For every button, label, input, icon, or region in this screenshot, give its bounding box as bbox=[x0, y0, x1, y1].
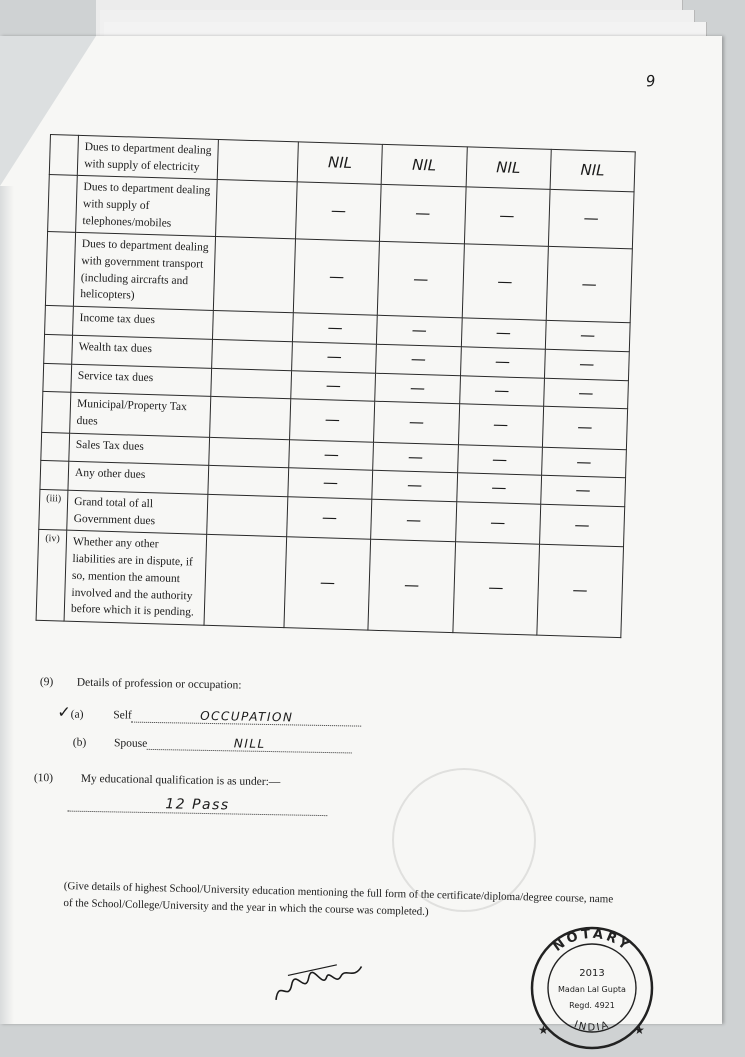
value-cell: — bbox=[452, 542, 539, 635]
row-label: Dues to department dealing with government transport (including aircrafts and helicopters) bbox=[73, 233, 215, 311]
blank-cell bbox=[212, 339, 293, 370]
qualification-field[interactable] bbox=[67, 795, 327, 817]
value-cell: — bbox=[373, 442, 458, 473]
row-number: (iv) bbox=[36, 530, 67, 621]
value-cell: — bbox=[377, 315, 462, 346]
row-number: (iii) bbox=[39, 489, 68, 530]
value-cell: — bbox=[376, 344, 461, 375]
blank-cell bbox=[218, 140, 299, 183]
value-cell: — bbox=[460, 347, 545, 378]
blank-cell bbox=[214, 237, 296, 313]
faint-seal bbox=[392, 768, 536, 912]
notary-seal-icon bbox=[528, 924, 656, 1052]
value-cell: — bbox=[458, 404, 543, 447]
row-label: Service tax dues bbox=[71, 364, 212, 397]
qualification-value: 12 Pass bbox=[165, 796, 230, 814]
item-10-label: My educational qualification is as under:— bbox=[80, 772, 281, 789]
row-number bbox=[40, 461, 69, 491]
item-9-number: (9) bbox=[39, 676, 54, 689]
value-cell: — bbox=[537, 545, 624, 638]
row-label: Dues to department dealing with supply of telephones/mobiles bbox=[76, 176, 218, 237]
svg-text:2013: 2013 bbox=[579, 968, 605, 979]
item-10-number: (10) bbox=[33, 772, 54, 785]
spouse-field[interactable] bbox=[147, 735, 352, 754]
value-cell: — bbox=[291, 370, 376, 401]
value-cell: — bbox=[462, 244, 548, 320]
svg-text:★: ★ bbox=[538, 1023, 549, 1037]
value-cell: — bbox=[459, 375, 544, 406]
dues-table bbox=[36, 134, 636, 638]
row-number bbox=[43, 363, 72, 393]
value-cell: — bbox=[293, 313, 378, 344]
spouse-value: NILL bbox=[233, 736, 266, 751]
item-9b-marker: (b) bbox=[72, 736, 87, 749]
value-cell: — bbox=[380, 185, 466, 244]
row-number bbox=[45, 232, 75, 306]
self-label: Self bbox=[113, 709, 132, 722]
value-cell: — bbox=[378, 242, 464, 318]
self-value: OCCUPATION bbox=[200, 708, 294, 725]
table-row bbox=[36, 530, 623, 638]
row-label: Dues to department dealing with supply of electricity bbox=[77, 135, 218, 179]
value-cell: — bbox=[292, 342, 377, 373]
blank-cell bbox=[204, 535, 286, 628]
blank-cell bbox=[213, 310, 294, 341]
value-cell: NIL bbox=[297, 142, 382, 185]
value-cell: — bbox=[461, 318, 546, 349]
row-number bbox=[49, 135, 78, 176]
value-cell: — bbox=[371, 499, 456, 542]
row-number bbox=[42, 392, 71, 433]
row-label: Whether any other liabilities are in dispute, if so, mention the amount involved and the authority before which it is pending. bbox=[64, 531, 207, 625]
value-cell: NIL bbox=[381, 144, 466, 187]
value-cell: — bbox=[540, 476, 625, 507]
value-cell: NIL bbox=[466, 147, 551, 190]
page-number: 9 bbox=[645, 71, 657, 91]
value-cell: NIL bbox=[550, 149, 635, 192]
blank-cell bbox=[216, 180, 297, 239]
value-cell: — bbox=[289, 439, 374, 470]
value-cell: — bbox=[541, 447, 626, 478]
row-number bbox=[44, 334, 73, 364]
notary-stamp bbox=[528, 924, 656, 1052]
row-label: Sales Tax dues bbox=[69, 433, 210, 466]
self-field[interactable] bbox=[132, 708, 362, 727]
value-cell: — bbox=[542, 407, 627, 450]
item-9-label: Details of profession or occupation: bbox=[76, 676, 242, 692]
value-cell: — bbox=[372, 471, 457, 502]
row-number bbox=[45, 305, 74, 335]
blank-cell bbox=[209, 437, 290, 468]
blank-cell bbox=[210, 397, 291, 440]
blank-cell bbox=[208, 466, 289, 497]
signature bbox=[267, 954, 373, 1016]
value-cell: — bbox=[288, 468, 373, 499]
svg-text:NOTARY: NOTARY bbox=[550, 926, 634, 955]
value-cell: — bbox=[290, 399, 375, 442]
document-page bbox=[0, 36, 722, 1037]
value-cell: — bbox=[539, 504, 624, 547]
value-cell: — bbox=[545, 320, 630, 351]
row-label: Any other dues bbox=[68, 462, 209, 495]
row-label: Municipal/Property Tax dues bbox=[70, 393, 211, 437]
checkmark-icon: ✓ bbox=[57, 702, 71, 722]
value-cell: — bbox=[284, 537, 371, 630]
row-label: Income tax dues bbox=[73, 306, 214, 339]
blank-cell bbox=[211, 368, 292, 399]
svg-text:★: ★ bbox=[634, 1023, 645, 1037]
item-9-section bbox=[39, 676, 560, 757]
svg-text:Regd. 4921: Regd. 4921 bbox=[569, 1001, 615, 1010]
row-label: Wealth tax dues bbox=[72, 335, 213, 368]
spouse-label: Spouse bbox=[113, 737, 148, 750]
value-cell: — bbox=[464, 187, 550, 246]
row-number bbox=[48, 175, 78, 233]
row-label: Grand total of all Government dues bbox=[67, 490, 208, 534]
svg-text:Madan Lal Gupta: Madan Lal Gupta bbox=[558, 985, 626, 994]
value-cell: — bbox=[375, 373, 460, 404]
value-cell: — bbox=[457, 444, 542, 475]
item-9a-marker: (a) bbox=[70, 708, 84, 721]
value-cell: — bbox=[456, 473, 541, 504]
value-cell: — bbox=[368, 540, 455, 633]
row-number bbox=[41, 432, 70, 462]
value-cell: — bbox=[296, 182, 382, 241]
svg-text:INDIA: INDIA bbox=[572, 1019, 612, 1034]
value-cell: — bbox=[293, 239, 379, 315]
value-cell: — bbox=[544, 349, 629, 380]
page-shadow bbox=[0, 186, 14, 1024]
value-cell: — bbox=[287, 497, 372, 540]
value-cell: — bbox=[546, 247, 632, 323]
value-cell: — bbox=[543, 378, 628, 409]
signature-scribble bbox=[267, 954, 372, 1011]
blank-cell bbox=[207, 494, 288, 537]
value-cell: — bbox=[374, 402, 459, 445]
value-cell: — bbox=[455, 502, 540, 545]
value-cell: — bbox=[548, 190, 634, 249]
qualification-note: (Give details of highest School/University education mentioning the full form of the certificate/diploma/degree course, name of the School/College/University and the year in which the course was completed.) bbox=[63, 879, 614, 918]
